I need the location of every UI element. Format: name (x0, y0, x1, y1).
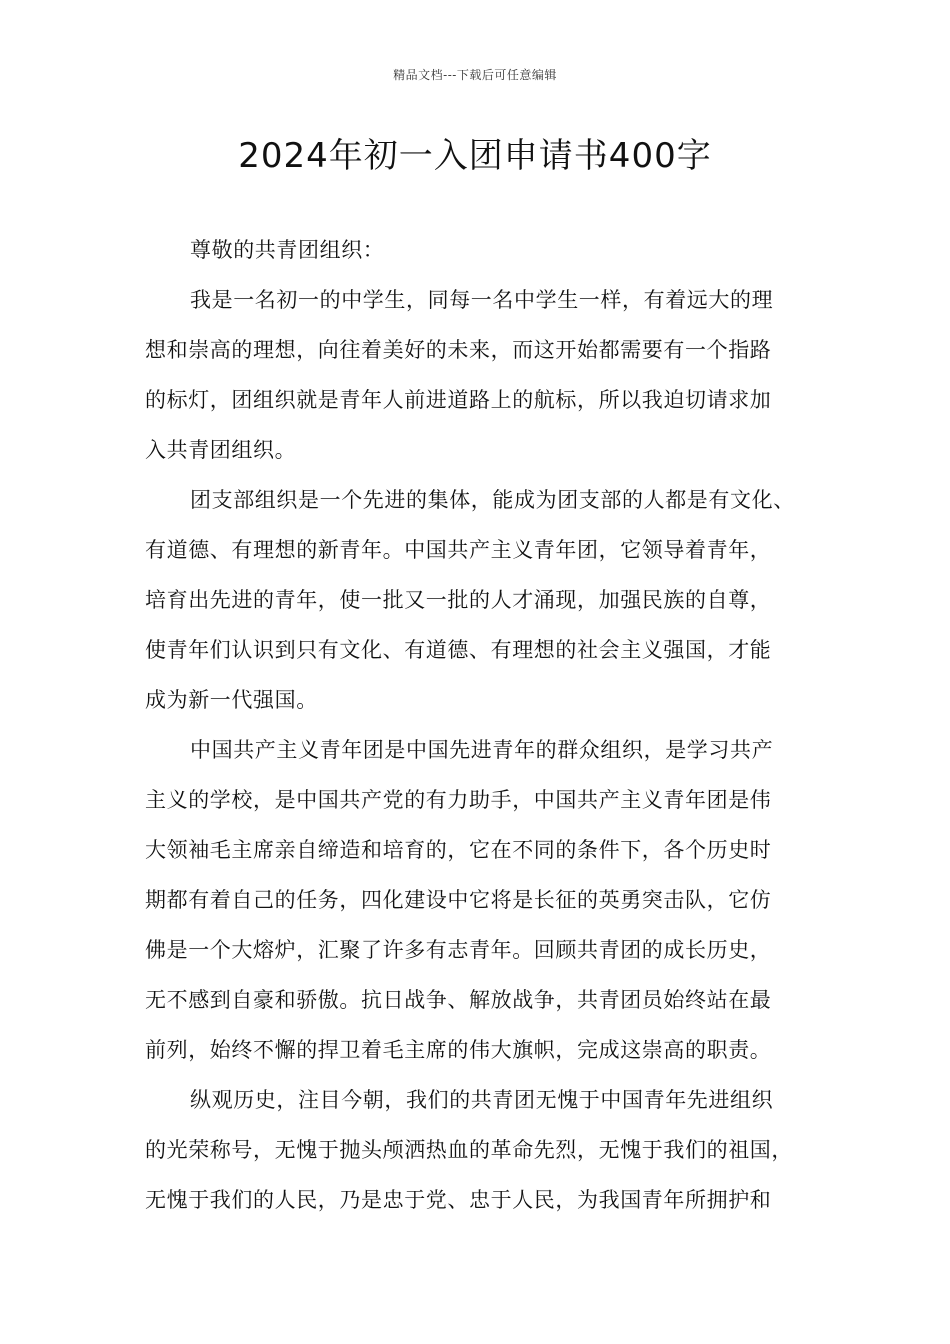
body-line: 有道德、有理想的新青年。中国共产主义青年团，它领导着青年， (145, 538, 772, 562)
body-line: 的标灯，团组织就是青年人前进道路上的航标，所以我迫切请求加 (145, 388, 772, 412)
body-line: 想和崇高的理想，向往着美好的未来，而这开始都需要有一个指路 (145, 338, 772, 362)
body-line: 纵观历史，注目今朝，我们的共青团无愧于中国青年先进组织 (190, 1088, 774, 1112)
body-line: 尊敬的共青团组织： (190, 238, 385, 262)
body-line: 无不感到自豪和骄傲。抗日战争、解放战争，共青团员始终站在最 (145, 988, 772, 1012)
body-line: 中国共产主义青年团是中国先进青年的群众组织，是学习共产 (190, 738, 774, 762)
header-note: 精品文档---下载后可任意编辑 (393, 68, 557, 82)
body-line: 我是一名初一的中学生，同每一名中学生一样，有着远大的理 (190, 288, 774, 312)
body-line: 培育出先进的青年，使一批又一批的人才涌现，加强民族的自尊， (145, 588, 772, 612)
body-line: 无愧于我们的人民，乃是忠于党、忠于人民，为我国青年所拥护和 (145, 1188, 772, 1212)
document-body (145, 225, 830, 1225)
body-line: 主义的学校，是中国共产党的有力助手，中国共产主义青年团是伟 (145, 788, 772, 812)
body-line: 入共青团组织。 (145, 438, 297, 462)
body-line: 成为新一代强国。 (145, 688, 318, 712)
body-line: 使青年们认识到只有文化、有道德、有理想的社会主义强国，才能 (145, 638, 772, 662)
body-line: 团支部组织是一个先进的集体，能成为团支部的人都是有文化、 (190, 488, 795, 512)
body-line: 佛是一个大熔炉，汇聚了许多有志青年。回顾共青团的成长历史， (145, 938, 772, 962)
body-line: 期都有着自己的任务，四化建设中它将是长征的英勇突击队，它仿 (145, 888, 772, 912)
body-line: 大领袖毛主席亲自缔造和培育的，它在不同的条件下，各个历史时 (145, 838, 772, 862)
body-line: 前列，始终不懈的捍卫着毛主席的伟大旗帜，完成这崇高的职责。 (145, 1038, 772, 1062)
body-line: 的光荣称号，无愧于抛头颅洒热血的革命先烈，无愧于我们的祖国， (145, 1138, 793, 1162)
document-title: 2024年初一入团申请书400字 (238, 136, 712, 176)
